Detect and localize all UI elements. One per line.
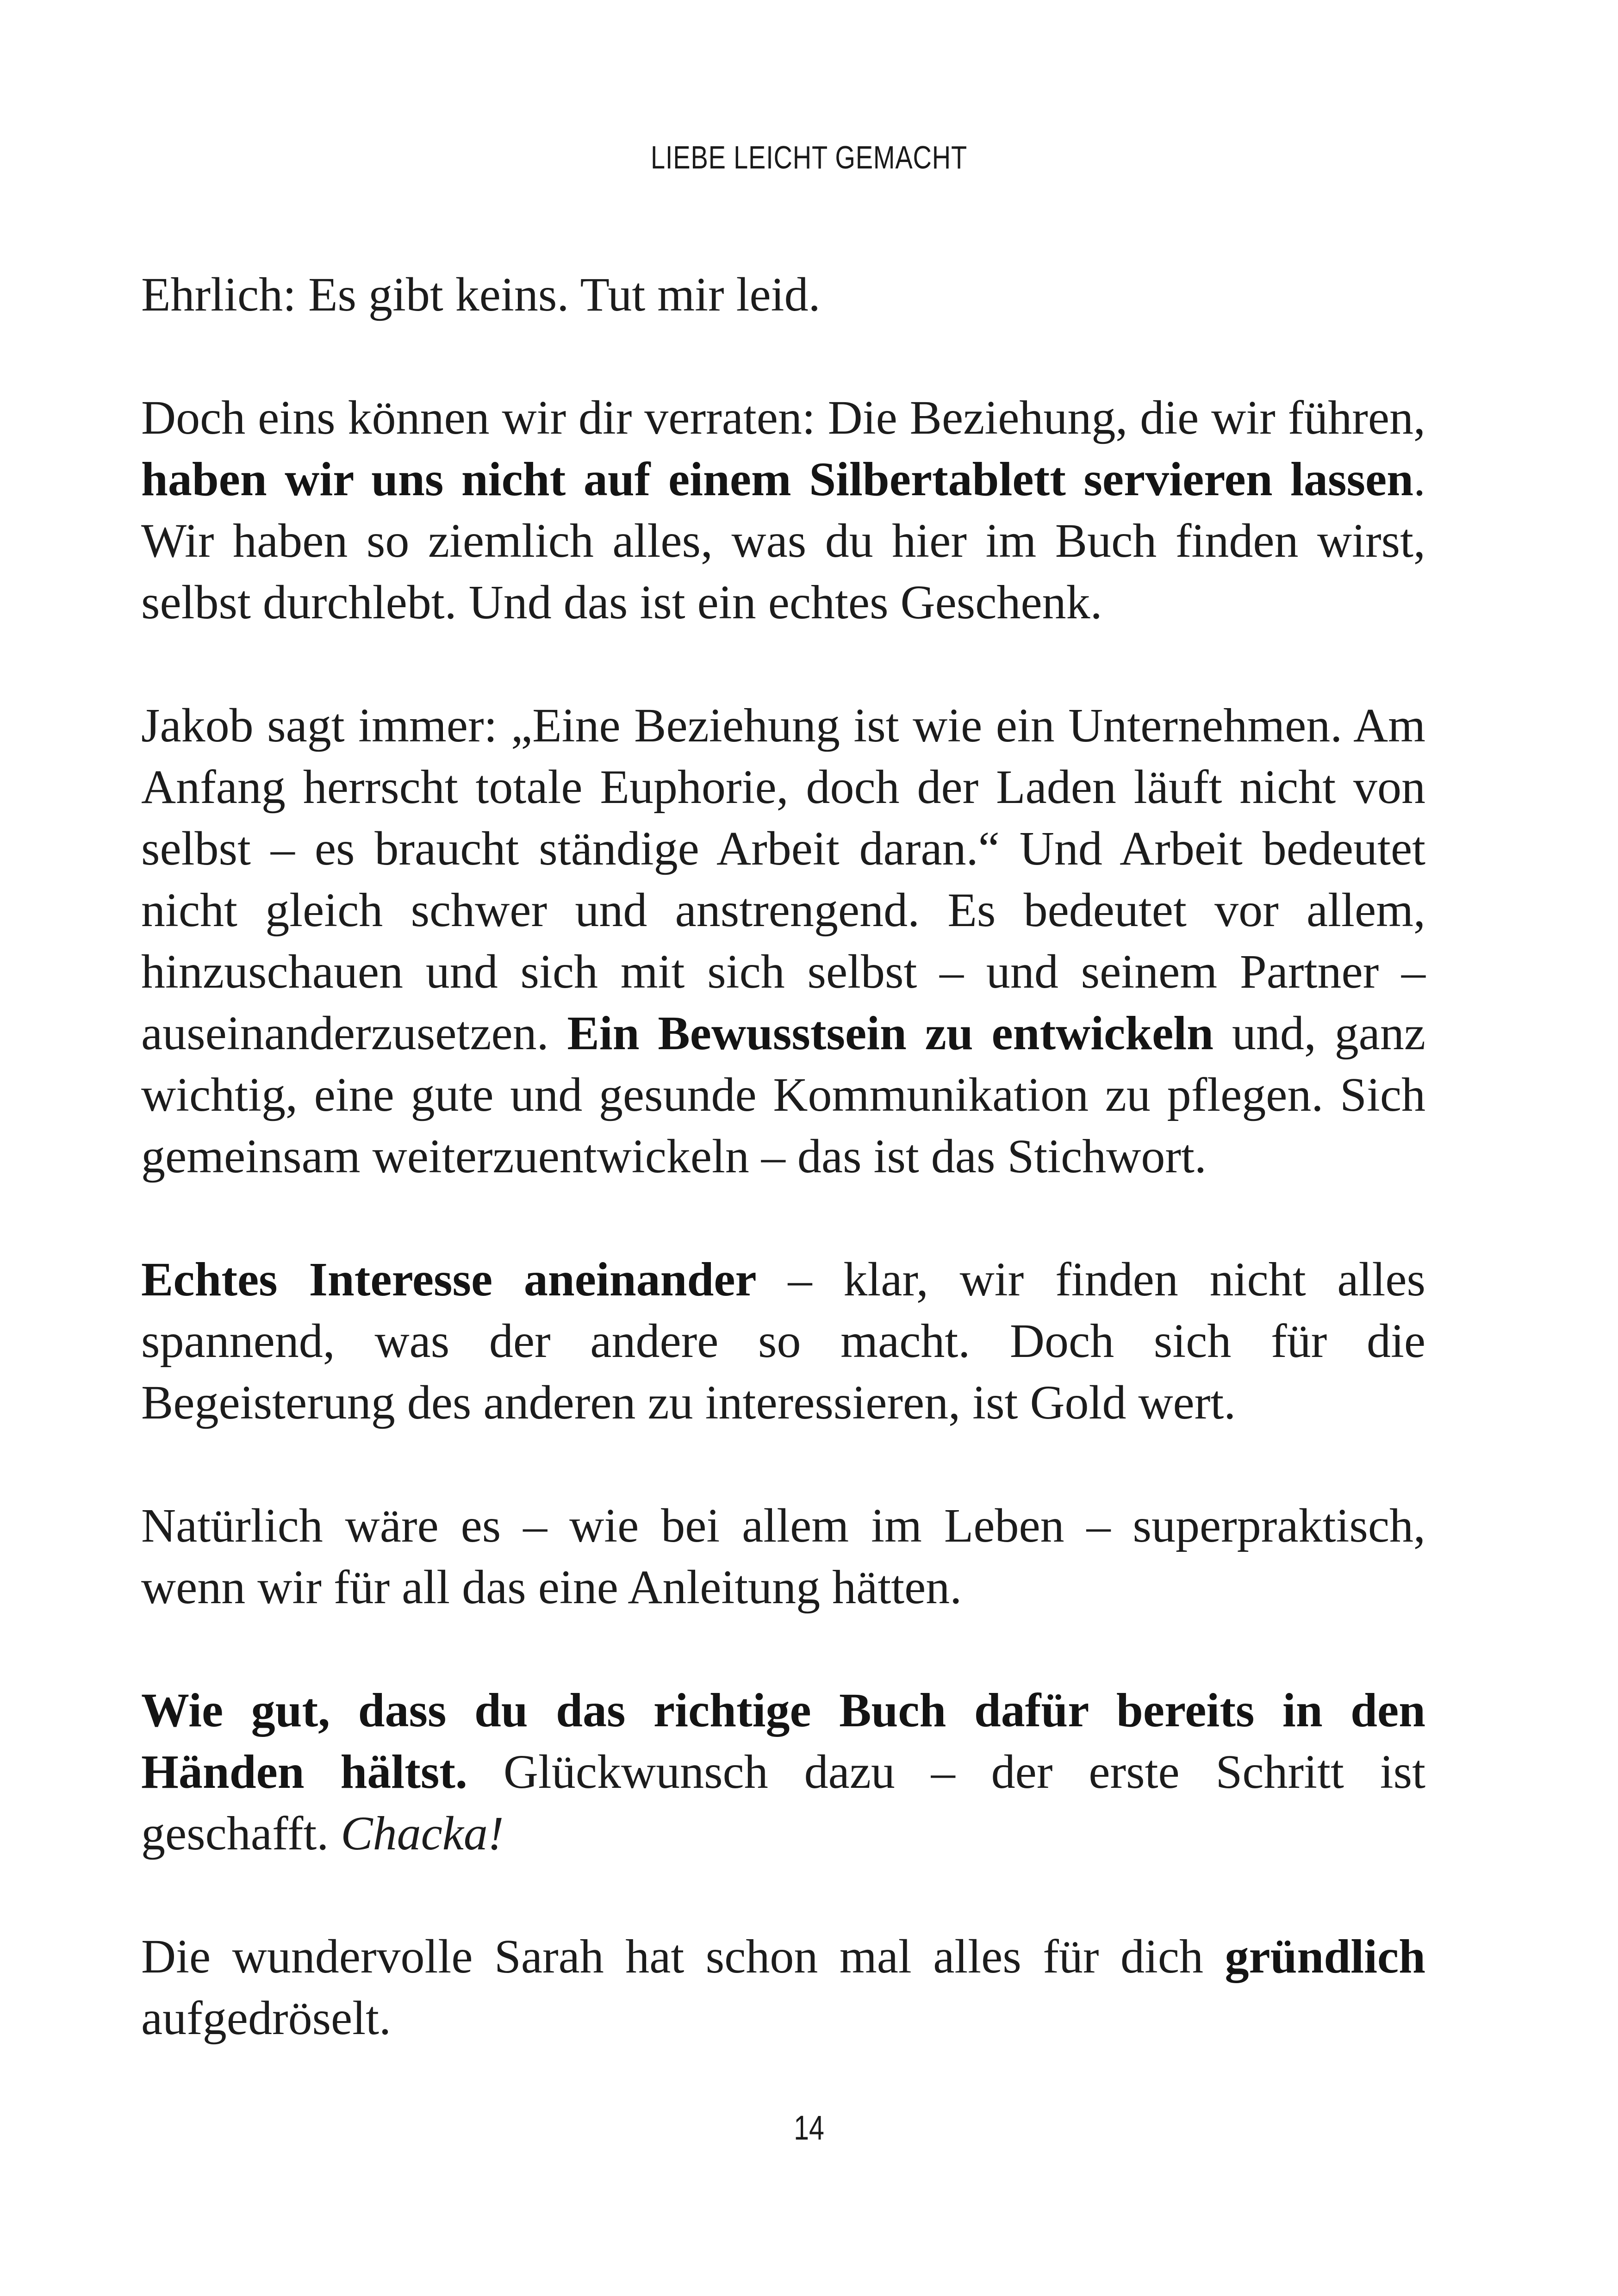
text-run: und, ganz wichtig, eine gute und gesunde Kommunikation zu pflegen. Sich gemeinsam weiterzuentwickeln – das ist das Stichwort. [141, 1007, 1425, 1183]
paragraph-3 [141, 695, 1425, 1187]
paragraph-6 [141, 1680, 1425, 1864]
bold-run: Ein Bewusstsein zu entwickeln [567, 1007, 1214, 1060]
text-run: . Wir haben so ziemlich alles, was du hier im Buch finden wirst, selbst durchlebt. Und das ist ein echtes Geschenk. [141, 453, 1425, 629]
running-head: LIEBE LEICHT GEMACHT [650, 139, 967, 175]
bold-run: Echtes Interesse aneinander [141, 1253, 757, 1306]
paragraph-2 [141, 387, 1425, 633]
text-run: aufgedröselt. [141, 1991, 392, 2045]
text-run: – klar, wir finden nicht alles spannend, was der andere so macht. Doch sich für die Begeisterung des anderen zu interessieren, ist Gold wert. [141, 1253, 1425, 1429]
bold-run: haben wir uns nicht auf einem Silbertablett servieren lassen [141, 453, 1413, 506]
body-text [141, 264, 1425, 2110]
text-run: Ehrlich: Es gibt keins. Tut mir leid. [141, 268, 821, 321]
italic-run: Chacka! [341, 1807, 504, 1860]
text-run: Natürlich wäre es – wie bei allem im Leben – superpraktisch, wenn wir für all das eine Anleitung hätten. [141, 1499, 1425, 1614]
text-run: Doch eins können wir dir verraten: Die Beziehung, die wir führen, [141, 391, 1425, 444]
bold-run: gründlich [1225, 1930, 1425, 1983]
paragraph-5 [141, 1495, 1425, 1618]
bold-run: Wie gut, dass du das richtige Buch dafür bereits in den Händen hältst. [141, 1684, 1425, 1798]
paragraph-7 [141, 1926, 1425, 2049]
paragraph-4 [141, 1249, 1425, 1433]
paragraph-1 [141, 264, 1425, 325]
text-run: Jakob sagt immer: „Eine Beziehung ist wie ein Unternehmen. Am Anfang herrscht totale Euphorie, doch der Laden läuft nicht von selbst – es braucht ständige Arbeit daran.“ Und Arbeit bedeutet nicht gleich schwer und anstrengend. Es bedeutet vor allem, hinzuschauen und sich mit sich selbst – und seinem Partner – auseinanderzusetzen. [141, 699, 1425, 1060]
text-run: Glückwunsch dazu – der erste Schritt ist geschafft. [141, 1745, 1425, 1860]
page-number: 14 [794, 2109, 824, 2147]
text-run: Die wundervolle Sarah hat schon mal alles für dich [141, 1930, 1225, 1983]
